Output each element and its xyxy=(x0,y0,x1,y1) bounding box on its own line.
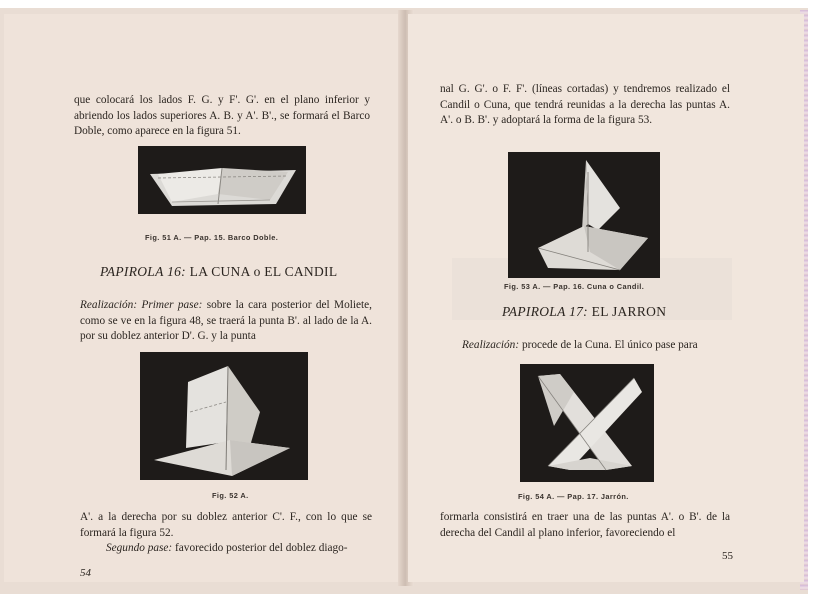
realizacion-label: Realización: xyxy=(462,339,520,351)
right-paragraph-2 xyxy=(462,338,738,354)
left-paragraph-3: A'. a la derecha por su doblez anterior C'. F., con lo que se formará la figura 52. Segundo pase: favorecido posterior del doblez diago- xyxy=(80,511,372,555)
right-page xyxy=(408,14,804,582)
figure-52-photo xyxy=(140,352,308,480)
heading-prefix: PAPIROLA 17: xyxy=(502,304,588,319)
paragraph-2-text: sobre la cara posterior del Moliete, como se ve en la figura 48, se traerá la punta B'. al lado de la A. por su doblez anterior D'. G. y la punta xyxy=(80,299,373,343)
segundo-label: Segundo pase: xyxy=(106,542,173,555)
left-paragraph-1: que colocará los lados F. G. y F'. G'. en el plano inferior y abriendo los lados superiores A. B. y A'. B'., se formará el Barco Doble, como aparece en la figura 51. xyxy=(74,94,370,138)
paragraph-2-text: procede de la Cuna. El único pase para xyxy=(521,339,698,351)
figure-53-caption: Fig. 53 A. — Pap. 16. Cuna o Candil. xyxy=(504,282,645,291)
figure-54-photo xyxy=(520,364,654,482)
figure-53-photo xyxy=(508,152,660,278)
figure-51-caption: Fig. 51 A. — Pap. 15. Barco Doble. xyxy=(145,233,279,242)
figure-52-caption: Fig. 52 A. xyxy=(212,491,249,500)
paragraph-4-text: favorecido posterior del doblez diago- xyxy=(175,542,348,555)
heading-prefix: PAPIROLA 16: xyxy=(100,264,186,279)
double-boat-illustration xyxy=(138,146,306,214)
realizacion-label: Realización: Primer pase: xyxy=(80,299,203,311)
right-paragraph-3: formarla consistirá en traer una de las puntas A'. o B'. de la derecha del Candil al plano inferior, favoreciendo el xyxy=(440,511,730,539)
vase-illustration xyxy=(520,364,654,482)
lamp-cradle-illustration xyxy=(508,152,660,278)
heading-title: LA CUNA o EL CANDIL xyxy=(189,264,338,279)
heading-title: EL JARRON xyxy=(591,304,667,319)
cradle-open-illustration xyxy=(140,352,308,480)
page-number-left: 54 xyxy=(80,567,91,579)
figure-54-caption: Fig. 54 A. — Pap. 17. Jarrón. xyxy=(518,492,629,501)
right-paragraph-1: nal G. G'. o F. F'. (líneas cortadas) y tendremos realizado el Candil o Cuna, que tendrá reunidas a la derecha las puntas A. A'. o B. B'. y adoptará la forma de la figura 53. xyxy=(440,83,730,127)
left-page xyxy=(4,14,404,582)
papirola-17-heading xyxy=(502,304,666,320)
figure-51-photo xyxy=(138,146,306,214)
papirola-16-heading xyxy=(100,264,337,280)
left-paragraph-2 xyxy=(80,298,372,345)
page-number-right: 55 xyxy=(722,550,733,562)
